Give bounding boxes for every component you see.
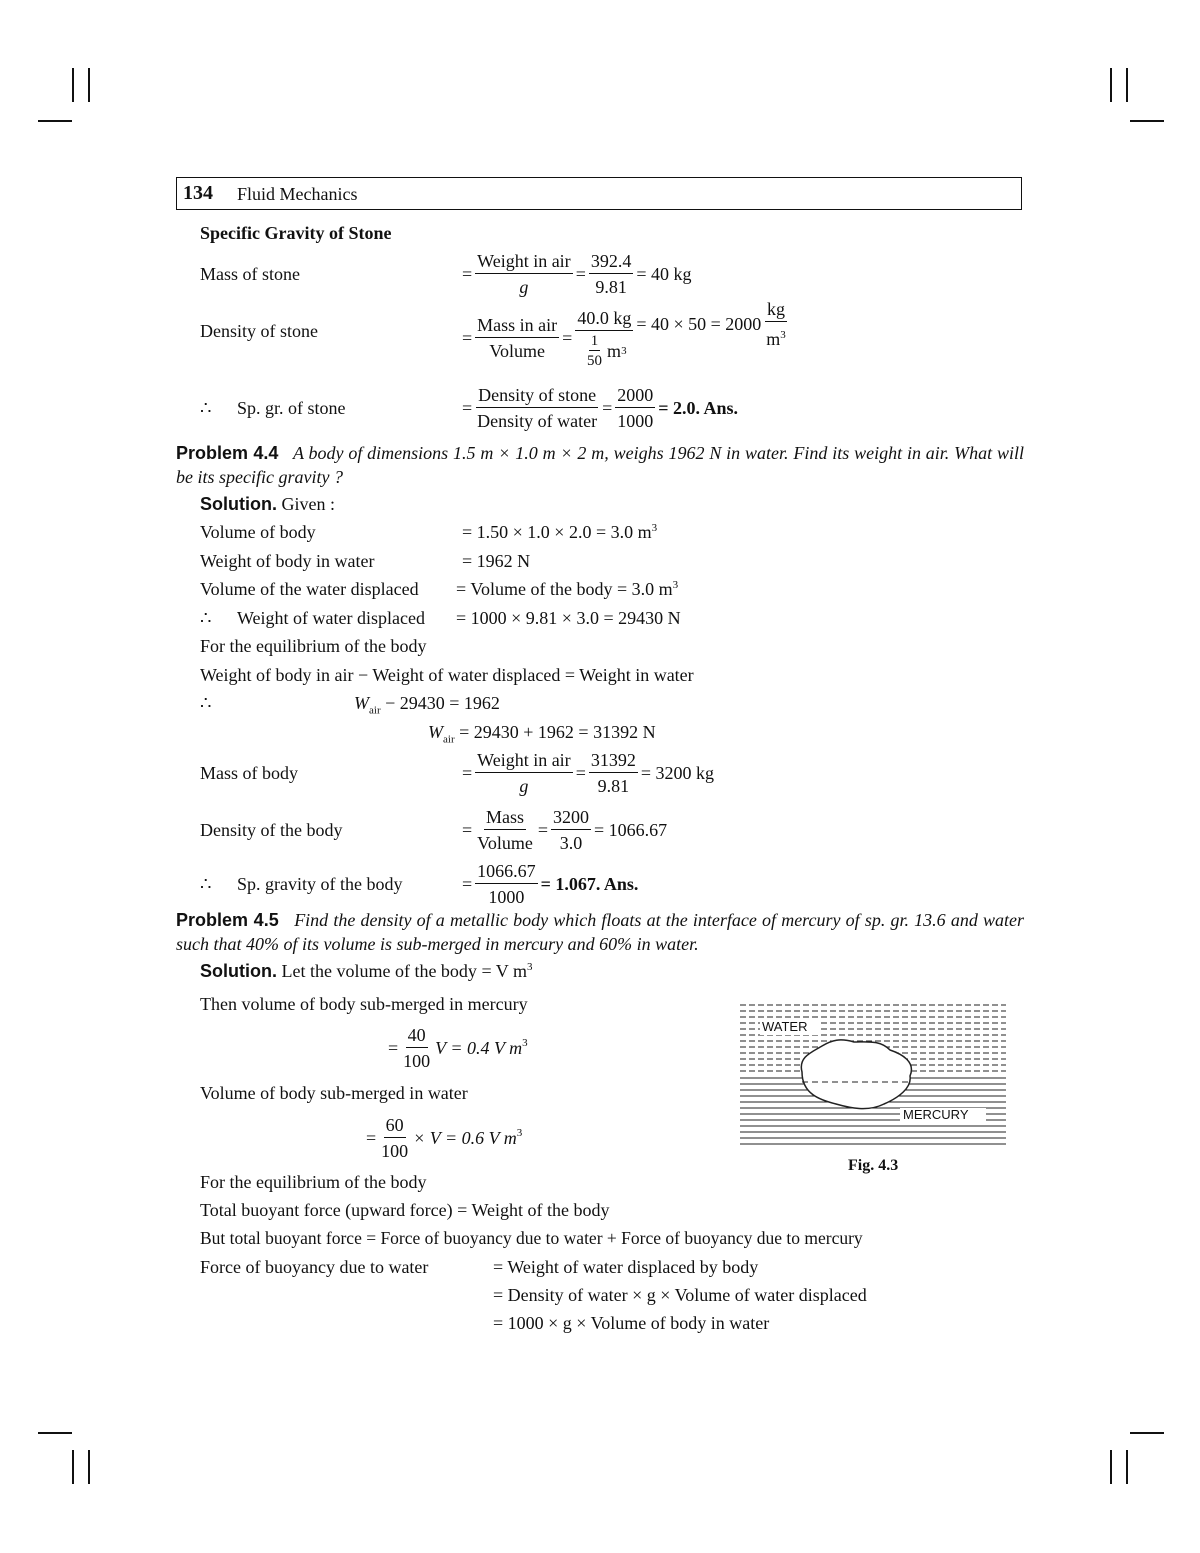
result: = 1066.67 bbox=[593, 819, 668, 840]
crop-mark bbox=[1110, 68, 1112, 102]
force-line-2: = Density of water × g × Volume of water displaced bbox=[493, 1285, 867, 1305]
solution-line bbox=[200, 961, 532, 982]
water-volume-text: Volume of body sub-merged in water bbox=[200, 1083, 468, 1103]
water-label: WATER bbox=[762, 1019, 808, 1034]
denominator: Density of water bbox=[477, 411, 598, 431]
result: × V = 0.6 V m bbox=[413, 1127, 517, 1148]
result: = 3200 kg bbox=[640, 762, 714, 783]
problem-text: Find the density of a metallic body which floats at the interface of mercury of sp. gr. 13.6 and water such that 40% of its volume is sub-merged in mercury and 60% in water. bbox=[176, 910, 1024, 954]
numerator: Mass in air bbox=[475, 314, 559, 338]
solution-label: Solution. bbox=[200, 494, 277, 514]
problem-4-5-statement bbox=[176, 908, 1024, 956]
force-water-label: Force of buoyancy due to water bbox=[200, 1257, 429, 1277]
denominator bbox=[764, 322, 788, 350]
numerator: 1066.67 bbox=[475, 860, 538, 884]
total-buoyant-text: Total buoyant force (upward force) = Weight of the body bbox=[200, 1200, 610, 1220]
fraction bbox=[575, 307, 633, 369]
fraction bbox=[401, 1024, 432, 1072]
section-heading: Specific Gravity of Stone bbox=[200, 223, 392, 243]
therefore-symbol: ∴ bbox=[200, 398, 212, 418]
equals-sign: = bbox=[462, 327, 473, 348]
crop-mark bbox=[1130, 120, 1164, 122]
mass-stone-equation bbox=[462, 250, 692, 298]
equals-sign: = bbox=[462, 263, 473, 284]
denominator: Volume bbox=[489, 341, 545, 361]
superscript: 3 bbox=[516, 1127, 523, 1139]
solution-line bbox=[200, 494, 335, 515]
crop-mark bbox=[1126, 1450, 1128, 1484]
density-body-label: Density of the body bbox=[200, 820, 343, 840]
weight-water-label: Weight of body in water bbox=[200, 551, 375, 571]
therefore-symbol: ∴ bbox=[200, 874, 212, 894]
superscript: 3 bbox=[651, 522, 658, 534]
page-number: 134 bbox=[183, 182, 213, 204]
fraction bbox=[551, 806, 591, 854]
solution-label: Solution. bbox=[200, 961, 277, 981]
fraction bbox=[475, 749, 573, 797]
answer: = 1.067. Ans. bbox=[540, 873, 639, 894]
sg-body-equation bbox=[462, 860, 638, 908]
superscript: 3 bbox=[672, 579, 679, 591]
denominator: 1000 bbox=[617, 411, 654, 431]
density-body-equation bbox=[462, 806, 667, 854]
w-air-equation-2 bbox=[428, 722, 656, 746]
denominator bbox=[580, 331, 629, 369]
problem-label: Problem 4.5 bbox=[176, 910, 279, 930]
denominator: Volume bbox=[477, 833, 533, 853]
sg-body-label: Sp. gravity of the body bbox=[237, 874, 403, 894]
mercury-volume-equation bbox=[388, 1024, 528, 1072]
crop-mark bbox=[88, 1450, 90, 1484]
denominator: 50 bbox=[587, 353, 603, 369]
force-line-1: = Weight of water displaced by body bbox=[493, 1257, 759, 1277]
volume-displaced-value bbox=[456, 579, 678, 600]
figure-4-3 bbox=[740, 1002, 1006, 1150]
subscript: air bbox=[369, 704, 381, 717]
crop-mark bbox=[88, 68, 90, 102]
mass-body-label: Mass of body bbox=[200, 763, 298, 783]
given-text: Given : bbox=[281, 494, 335, 514]
result: = 40 × 50 = 2000 bbox=[636, 313, 762, 334]
running-header bbox=[176, 177, 1022, 210]
value: = Volume of the body = 3.0 m bbox=[456, 579, 673, 599]
problem-label: Problem 4.4 bbox=[176, 443, 279, 463]
denominator: 100 bbox=[403, 1051, 431, 1071]
solution-text: Let the volume of the body bbox=[281, 961, 477, 981]
unit-fraction bbox=[764, 298, 788, 350]
numerator: 1 bbox=[590, 333, 599, 349]
superscript: 3 bbox=[780, 329, 786, 341]
weight-water-value: = 1962 N bbox=[462, 551, 531, 571]
fraction bbox=[475, 806, 535, 854]
superscript: 3 bbox=[526, 961, 533, 973]
symbol: W bbox=[428, 722, 443, 742]
volume-label: Volume of body bbox=[200, 522, 316, 542]
w-air-equation-1 bbox=[354, 693, 500, 717]
equals-sign: = bbox=[462, 762, 473, 783]
result: = 40 kg bbox=[636, 263, 692, 284]
value: = 29430 + 1962 = 31392 N bbox=[459, 722, 656, 742]
equals-sign: = bbox=[575, 263, 586, 284]
equilibrium-text: For the equilibrium of the body bbox=[200, 1172, 427, 1192]
fraction bbox=[589, 749, 638, 797]
equals-sign: = bbox=[562, 327, 573, 348]
unit: m bbox=[607, 341, 622, 361]
sg-stone-label: Sp. gr. of stone bbox=[237, 398, 346, 418]
subscript: air bbox=[443, 733, 455, 746]
numerator: Weight in air bbox=[475, 749, 573, 773]
numerator: 2000 bbox=[615, 384, 655, 408]
crop-mark bbox=[38, 1432, 72, 1434]
equals-sign: = bbox=[366, 1127, 377, 1148]
numerator: 40 bbox=[406, 1024, 428, 1048]
volume-value bbox=[462, 522, 657, 543]
crop-mark bbox=[72, 68, 74, 102]
equals-sign: = bbox=[602, 397, 613, 418]
solution-eq: = V m bbox=[481, 961, 527, 981]
denominator: 1000 bbox=[488, 887, 525, 907]
crop-mark bbox=[72, 1450, 74, 1484]
denominator: 3.0 bbox=[559, 833, 583, 853]
fraction bbox=[379, 1114, 410, 1162]
numerator: Density of stone bbox=[476, 384, 598, 408]
mass-stone-label: Mass of stone bbox=[200, 264, 300, 284]
value: − 29430 = 1962 bbox=[385, 693, 500, 713]
symbol: W bbox=[354, 693, 369, 713]
mercury-label: MERCURY bbox=[903, 1107, 969, 1122]
fraction bbox=[475, 860, 538, 908]
value: = 1.50 × 1.0 × 2.0 = 3.0 m bbox=[462, 522, 652, 542]
numerator: Weight in air bbox=[475, 250, 573, 274]
equals-sign: = bbox=[388, 1037, 399, 1058]
problem-4-4-statement bbox=[176, 441, 1024, 489]
crop-mark bbox=[38, 120, 72, 122]
force-line-3: = 1000 × g × Volume of body in water bbox=[493, 1313, 770, 1333]
density-stone-equation bbox=[462, 299, 791, 369]
problem-text: A body of dimensions 1.5 m × 1.0 m × 2 m, weighs 1962 N in water. Find its weight in air. What will be its specific gravity ? bbox=[176, 443, 1025, 487]
but-total-text: But total buoyant force = Force of buoyancy due to water + Force of buoyancy due to mercury bbox=[200, 1228, 863, 1248]
fraction bbox=[475, 314, 559, 362]
denominator: 100 bbox=[381, 1141, 409, 1161]
sg-stone-equation bbox=[462, 384, 738, 432]
unit: m bbox=[766, 329, 781, 349]
therefore-symbol: ∴ bbox=[200, 693, 212, 713]
denominator: g bbox=[519, 776, 529, 796]
equals-sign: = bbox=[537, 819, 548, 840]
crop-mark bbox=[1110, 1450, 1112, 1484]
book-title: Fluid Mechanics bbox=[237, 184, 358, 204]
result: V = 0.4 V m bbox=[435, 1037, 523, 1058]
mass-body-equation bbox=[462, 749, 714, 797]
therefore-symbol: ∴ bbox=[200, 608, 212, 628]
crop-mark bbox=[1126, 68, 1128, 102]
superscript: 3 bbox=[522, 1037, 528, 1049]
equals-sign: = bbox=[575, 762, 586, 783]
figure-caption: Fig. 4.3 bbox=[848, 1157, 899, 1174]
numerator: 60 bbox=[384, 1114, 406, 1138]
mercury-volume-text: Then volume of body sub-merged in mercury bbox=[200, 994, 528, 1014]
denominator: g bbox=[519, 277, 529, 297]
density-stone-label: Density of stone bbox=[200, 321, 318, 341]
crop-mark bbox=[1130, 1432, 1164, 1434]
volume-displaced-label: Volume of the water displaced bbox=[200, 579, 419, 599]
equals-sign: = bbox=[462, 819, 473, 840]
fraction bbox=[615, 384, 655, 432]
weight-displaced-label: Weight of water displaced bbox=[237, 608, 425, 628]
numerator: 40.0 kg bbox=[575, 307, 633, 331]
equilibrium-text: For the equilibrium of the body bbox=[200, 636, 427, 656]
fraction bbox=[475, 384, 599, 432]
numerator: 392.4 bbox=[589, 250, 634, 274]
denominator: 9.81 bbox=[595, 277, 627, 297]
numerator: 31392 bbox=[589, 749, 638, 773]
fraction bbox=[475, 250, 573, 298]
equals-sign: = bbox=[462, 397, 473, 418]
water-volume-equation bbox=[366, 1114, 522, 1162]
equals-sign: = bbox=[462, 873, 473, 894]
inner-fraction bbox=[585, 333, 604, 369]
answer: = 2.0. Ans. bbox=[658, 397, 739, 418]
numerator: kg bbox=[765, 298, 787, 322]
numerator: 3200 bbox=[551, 806, 591, 830]
floating-body bbox=[801, 1040, 911, 1109]
denominator: 9.81 bbox=[597, 776, 630, 796]
numerator: Mass bbox=[484, 806, 526, 830]
superscript: 3 bbox=[621, 345, 627, 357]
weight-displaced-value: = 1000 × 9.81 × 3.0 = 29430 N bbox=[456, 608, 681, 628]
equilibrium-statement: Weight of body in air − Weight of water displaced = Weight in water bbox=[200, 665, 694, 685]
fraction bbox=[589, 250, 634, 298]
